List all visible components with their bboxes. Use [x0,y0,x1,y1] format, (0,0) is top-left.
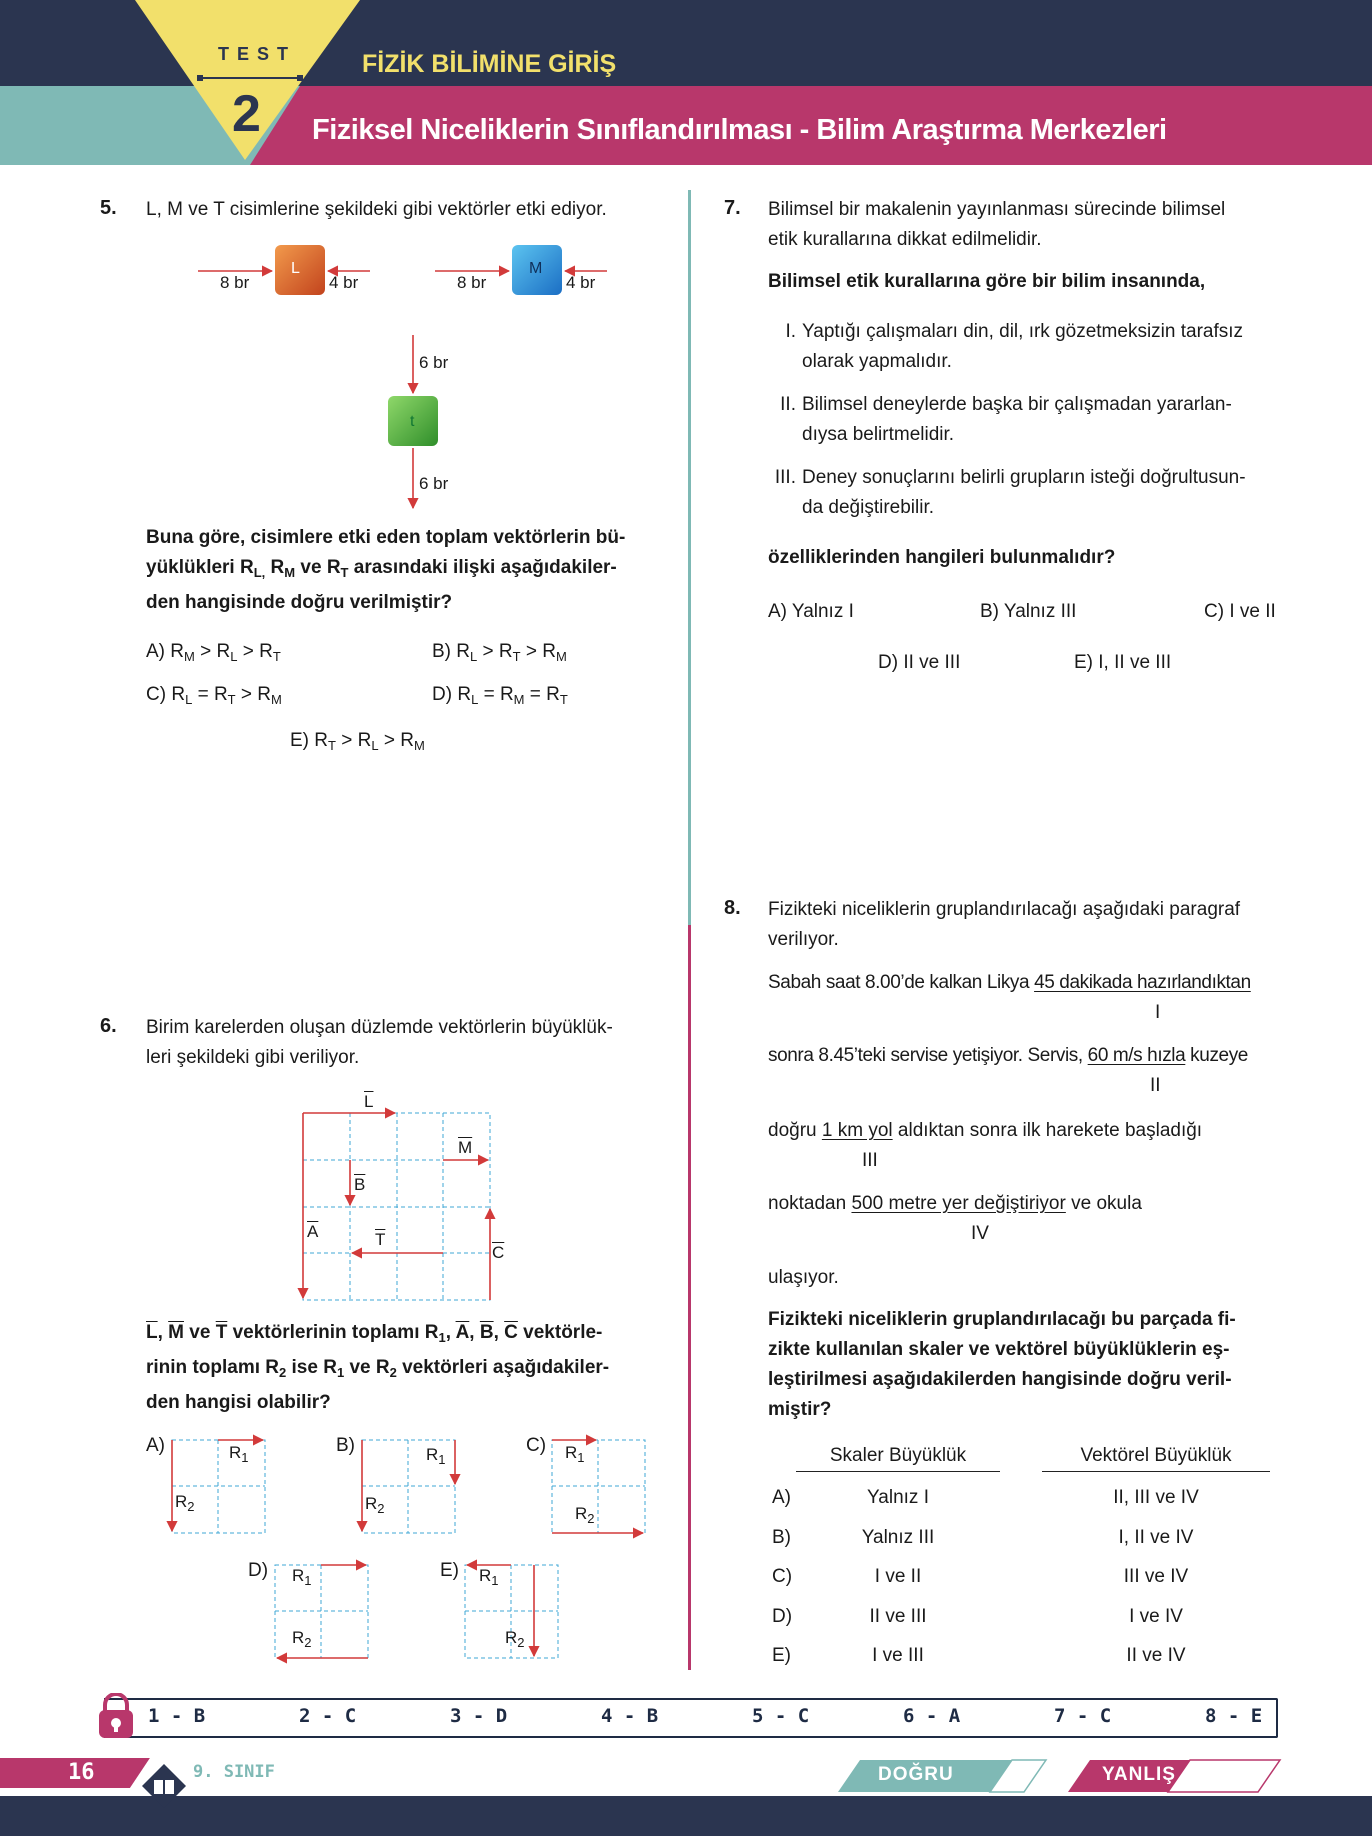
q6-option-b[interactable]: B) [336,1435,355,1456]
table-row-scalar: I ve III [872,1645,924,1666]
lock-icon [96,1693,136,1741]
q6-stem: $\overline{L}$, $\overline{M}$ ve $\overline{T}$ vektörlerinin toplamı $R_1$, $\overline{A}$, $\overline{B}$, $\overline{C}$ vektörle- rinin toplamı $R_2$ ise $R_1$ ve $R_2$ vektörleri aşağıdakiler- den hangisi olabilir? [146,1322,610,1413]
mark-iii: III [862,1150,878,1171]
question-number: 8. [724,897,741,919]
l-right-label: 4 br [329,273,359,292]
col-scalar-header: Skaler Büyüklük [796,1441,1000,1472]
table-row-vector: III ve IV [1123,1566,1189,1587]
q5-option-d[interactable]: D) $R_L = R_M = R_T$ [432,684,568,707]
test-number: 2 [232,85,261,143]
opt-b-r1: $R_1$ [426,1445,446,1467]
question-text: Bilimsel bir makalenin yayınlanması sürecinde bilimsel etik kurallarına dikkat edilmelidir. [768,199,1226,250]
opt-a-r2: $R_2$ [175,1492,195,1514]
correct-label: DOĞRU [878,1764,954,1785]
paragraph-line-3: doğru 1 km yol aldıktan sonra ilk harekete başladığı [768,1120,1203,1141]
item-text: Yaptığı çalışmaları din, dil, ırk gözetmeksizin tarafsız olarak yapmalıdır. [802,321,1244,372]
answer-item: 3 - D [450,1705,508,1727]
question-number: 5. [100,197,117,219]
q5-option-a[interactable]: A) $R_M > R_L > R_T$ [146,641,281,664]
opt-d-r1: $R_1$ [292,1566,312,1588]
grade-label: 9. SINIF [193,1762,275,1782]
q7-question: özelliklerinden hangileri bulunmalıdır? [768,547,1116,568]
item-roman: II. [780,394,796,415]
topic-title: Fiziksel Niceliklerin Sınıflandırılması - Bilim Araştırma Merkezleri [312,114,1167,146]
item-roman: III. [774,467,796,488]
opt-a-r1: $R_1$ [229,1443,249,1465]
item-roman: I. [785,321,796,342]
label-b: $\overline{B}$ [354,1175,366,1194]
mark-ii: II [1150,1075,1161,1096]
table-row-vector: I ve IV [1129,1606,1183,1627]
paragraph-line-2: sonra 8.45’teki servise yetişiyor. Servis, 60 m/s hızla kuzeye [768,1045,1248,1066]
box-l-label: L [291,260,300,277]
q6-option-c[interactable]: C) [526,1435,547,1456]
item-text: Bilimsel deneylerde başka bir çalışmadan yararlan- dıysa belirtmelidir. [802,394,1232,445]
question-number: 7. [724,197,741,219]
q6-option-d[interactable]: D) [248,1560,269,1581]
q8-stem: Fizikteki niceliklerin gruplandırılacağı bu parçada fi- zikte kullanılan skaler ve vektörel büyüklüklerin eş- leştirilmesi aşağıdakilerden hangisinde doğru veril- miştir? [768,1309,1236,1420]
q5-stem: Buna göre, cisimlere etki eden toplam vektörlerin bü- yüklükleri $R_{L,}$ $R_M$ ve $R_T$ arasındaki ilişki aşağıdakiler- den hangisinde doğru verilmiştir? [146,527,626,613]
q5-option-b[interactable]: B) $R_L > R_T > R_M$ [432,641,567,664]
table-row-option[interactable]: C) [772,1566,793,1587]
answer-item: 5 - C [752,1705,810,1727]
mark-iv: IV [971,1223,989,1244]
mark-i: I [1155,1002,1161,1023]
question-text: L, M ve T cisimlerine şekildeki gibi vektörler etki ediyor. [146,199,607,220]
answer-item: 2 - C [299,1705,357,1727]
table-row-vector: II ve IV [1126,1645,1186,1666]
opt-b-r2: $R_2$ [365,1494,385,1516]
question-number: 6. [100,1015,117,1037]
t-top-label: 6 br [419,353,449,372]
test-label: TEST [218,44,297,64]
paragraph-line-5: ulaşıyor. [768,1267,839,1288]
answer-item: 8 - E [1205,1705,1263,1727]
box-l [275,245,325,295]
q6-option-e[interactable]: E) [440,1560,459,1581]
opt-c-r1: $R_1$ [565,1443,585,1465]
question-text: Birim karelerden oluşan düzlemde vektörlerin büyüklük- leri şekildeki gibi veriliyor. [146,1017,613,1068]
q6-options-figure [140,1430,680,1670]
q7-option-d[interactable]: D) II ve III [878,652,961,673]
subject-title: FİZİK BİLİMİNE GİRİŞ [362,50,617,78]
col-vector-header: Vektörel Büyüklük [1042,1441,1270,1472]
answer-item: 6 - A [903,1705,961,1727]
table-row-option[interactable]: B) [772,1527,791,1548]
q7-option-b[interactable]: B) Yalnız III [980,601,1077,622]
box-t-label: t [410,413,415,430]
table-row-scalar: I ve II [874,1566,922,1587]
m-left-label: 8 br [457,273,487,292]
table-row-option[interactable]: D) [772,1606,793,1627]
t-bottom-label: 6 br [419,474,449,493]
q7-option-e[interactable]: E) I, II ve III [1074,652,1172,673]
column-divider-bottom [688,925,691,1670]
label-t: $\overline{T}$ [375,1230,386,1249]
book-icon [140,1762,188,1810]
item-text: Deney sonuçlarını belirli grupların isteği doğrultusun- da değiştirebilir. [802,467,1246,518]
table-row-scalar: Yalnız I [867,1487,929,1508]
label-l: $\overline{L}$ [364,1092,374,1111]
table-row-vector: I, II ve IV [1118,1527,1194,1548]
table-row-option[interactable]: A) [772,1487,791,1508]
column-divider-top [688,190,691,925]
page-number: 16 [68,1760,95,1785]
opt-d-r2: $R_2$ [292,1628,312,1650]
wrong-label: YANLIŞ [1102,1764,1176,1785]
answer-item: 1 - B [148,1705,206,1727]
opt-e-r1: $R_1$ [479,1566,499,1588]
l-left-label: 8 br [220,273,250,292]
q7-option-a[interactable]: A) Yalnız I [768,601,854,622]
table-row-vector: II, III ve IV [1113,1487,1199,1508]
q6-grid-figure [290,1100,500,1310]
opt-c-r2: $R_2$ [575,1504,595,1526]
label-a: $\overline{A}$ [307,1222,319,1241]
q7-stem: Bilimsel etik kurallarına göre bir bilim insanında, [768,271,1206,292]
q6-option-a[interactable]: A) [146,1435,165,1456]
q5-option-c[interactable]: C) $R_L = R_T > R_M$ [146,684,282,707]
question-text: Fizikteki niceliklerin gruplandırılacağı aşağıdaki paragraf verilıyor. [768,899,1241,950]
table-row-scalar: II ve III [869,1606,927,1627]
opt-e-r2: $R_2$ [505,1628,525,1650]
q5-option-e[interactable]: E) $R_T > R_L > R_M$ [290,730,425,753]
paragraph-line-1: Sabah saat 8.00’de kalkan Likya 45 dakikada hazırlandıktan [768,972,1251,993]
q5-figure [190,235,630,515]
box-m-label: M [529,260,543,277]
table-row-scalar: Yalnız III [861,1527,935,1548]
label-m: $\overline{M}$ [458,1138,473,1157]
paragraph-line-4: noktadan 500 metre yer değiştiriyor ve okula [768,1193,1142,1214]
answer-item: 7 - C [1054,1705,1112,1727]
table-row-option[interactable]: E) [772,1645,791,1666]
m-right-label: 4 br [566,273,596,292]
label-c: $\overline{C}$ [492,1243,505,1262]
answer-item: 4 - B [601,1705,659,1727]
q7-option-c[interactable]: C) I ve II [1204,601,1276,622]
